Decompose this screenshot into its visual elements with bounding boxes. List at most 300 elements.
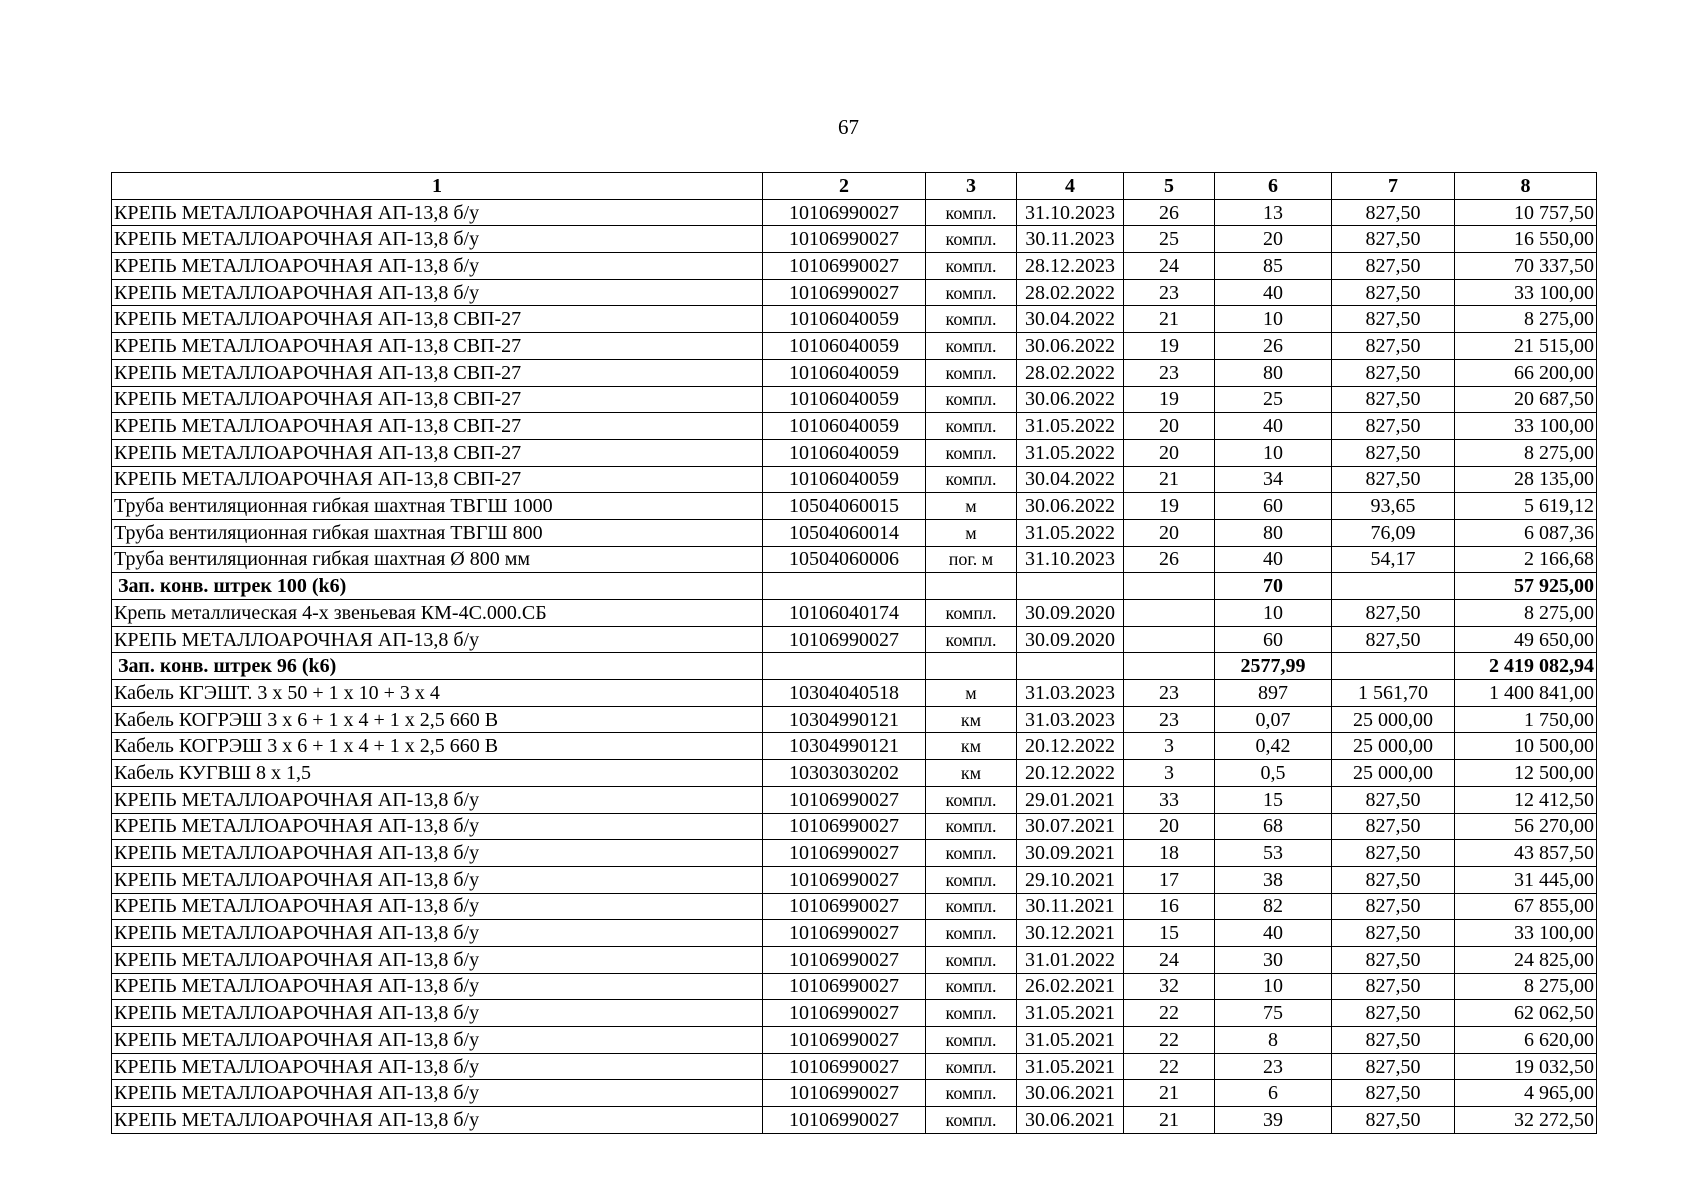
days-cell: 24	[1124, 946, 1215, 973]
item-code-cell: 10106040174	[763, 600, 926, 627]
price-cell: 827,50	[1332, 199, 1455, 226]
quantity-cell: 60	[1215, 626, 1332, 653]
days-cell	[1124, 600, 1215, 627]
days-cell: 20	[1124, 519, 1215, 546]
date-cell: 28.02.2022	[1017, 359, 1124, 386]
unit-cell: км	[926, 733, 1017, 760]
price-cell: 827,50	[1332, 893, 1455, 920]
item-code-cell: 10106990027	[763, 866, 926, 893]
price-cell: 827,50	[1332, 359, 1455, 386]
quantity-cell: 34	[1215, 466, 1332, 493]
item-code-cell: 10304990121	[763, 733, 926, 760]
item-code-cell: 10106990027	[763, 946, 926, 973]
unit-cell: компл.	[926, 1027, 1017, 1054]
item-name-cell: КРЕПЬ МЕТАЛЛОАРОЧНАЯ АП-13,8 СВП-27	[112, 413, 763, 440]
item-code-cell: 10106990027	[763, 1027, 926, 1054]
quantity-cell: 70	[1215, 573, 1332, 600]
item-code-cell: 10106990027	[763, 1000, 926, 1027]
item-name-cell: КРЕПЬ МЕТАЛЛОАРОЧНАЯ АП-13,8 б/у	[112, 626, 763, 653]
price-cell: 827,50	[1332, 813, 1455, 840]
date-cell: 31.05.2021	[1017, 1027, 1124, 1054]
item-name-cell: КРЕПЬ МЕТАЛЛОАРОЧНАЯ АП-13,8 СВП-27	[112, 306, 763, 333]
days-cell: 20	[1124, 439, 1215, 466]
sum-cell: 5 619,12	[1455, 493, 1597, 520]
header-row	[112, 173, 1597, 200]
price-cell: 54,17	[1332, 546, 1455, 573]
unit-cell	[926, 573, 1017, 600]
sum-cell: 33 100,00	[1455, 920, 1597, 947]
date-cell: 20.12.2022	[1017, 733, 1124, 760]
item-code-cell: 10303030202	[763, 760, 926, 787]
item-code-cell: 10106990027	[763, 920, 926, 947]
item-code-cell: 10106040059	[763, 386, 926, 413]
item-name-cell: КРЕПЬ МЕТАЛЛОАРОЧНАЯ АП-13,8 б/у	[112, 813, 763, 840]
page-number: 67	[838, 115, 859, 139]
sum-cell: 56 270,00	[1455, 813, 1597, 840]
quantity-cell: 0,5	[1215, 760, 1332, 787]
item-code-cell: 10504060006	[763, 546, 926, 573]
date-cell: 28.12.2023	[1017, 253, 1124, 280]
column-header: 3	[926, 173, 1017, 200]
unit-cell: компл.	[926, 333, 1017, 360]
table-row	[112, 386, 1597, 413]
item-code-cell: 10106040059	[763, 306, 926, 333]
date-cell: 29.01.2021	[1017, 786, 1124, 813]
price-cell: 827,50	[1332, 1000, 1455, 1027]
table-row	[112, 359, 1597, 386]
sum-cell: 6 087,36	[1455, 519, 1597, 546]
table-row	[112, 413, 1597, 440]
quantity-cell: 13	[1215, 199, 1332, 226]
quantity-cell: 15	[1215, 786, 1332, 813]
table-row	[112, 1053, 1597, 1080]
price-cell: 827,50	[1332, 226, 1455, 253]
table-row	[112, 786, 1597, 813]
sum-cell: 28 135,00	[1455, 466, 1597, 493]
days-cell	[1124, 653, 1215, 680]
table-row	[112, 840, 1597, 867]
unit-cell: компл.	[926, 1053, 1017, 1080]
table-row	[112, 493, 1597, 520]
unit-cell: компл.	[926, 199, 1017, 226]
column-header: 7	[1332, 173, 1455, 200]
column-header: 5	[1124, 173, 1215, 200]
unit-cell: компл.	[926, 626, 1017, 653]
days-cell: 16	[1124, 893, 1215, 920]
item-name-cell: КРЕПЬ МЕТАЛЛОАРОЧНАЯ АП-13,8 СВП-27	[112, 439, 763, 466]
sum-cell: 10 757,50	[1455, 199, 1597, 226]
unit-cell: компл.	[926, 1000, 1017, 1027]
inventory-table	[111, 172, 1597, 1134]
price-cell: 827,50	[1332, 1107, 1455, 1134]
date-cell: 30.06.2022	[1017, 493, 1124, 520]
days-cell: 32	[1124, 973, 1215, 1000]
group-total-row	[112, 653, 1597, 680]
item-name-cell: КРЕПЬ МЕТАЛЛОАРОЧНАЯ АП-13,8 б/у	[112, 1000, 763, 1027]
sum-cell: 33 100,00	[1455, 279, 1597, 306]
item-name-cell: Труба вентиляционная гибкая шахтная ТВГШ 1000	[112, 493, 763, 520]
item-code-cell: 10106040059	[763, 333, 926, 360]
price-cell: 827,50	[1332, 786, 1455, 813]
price-cell: 827,50	[1332, 626, 1455, 653]
group-total-row	[112, 573, 1597, 600]
price-cell: 25 000,00	[1332, 733, 1455, 760]
sum-cell: 8 275,00	[1455, 306, 1597, 333]
date-cell: 31.05.2021	[1017, 1053, 1124, 1080]
item-name-cell: КРЕПЬ МЕТАЛЛОАРОЧНАЯ АП-13,8 б/у	[112, 1080, 763, 1107]
item-name-cell: КРЕПЬ МЕТАЛЛОАРОЧНАЯ АП-13,8 б/у	[112, 866, 763, 893]
quantity-cell: 75	[1215, 1000, 1332, 1027]
table-row	[112, 466, 1597, 493]
unit-cell: км	[926, 760, 1017, 787]
column-header: 6	[1215, 173, 1332, 200]
table-row	[112, 1027, 1597, 1054]
sum-cell: 24 825,00	[1455, 946, 1597, 973]
date-cell: 30.09.2021	[1017, 840, 1124, 867]
quantity-cell: 10	[1215, 306, 1332, 333]
sum-cell: 1 750,00	[1455, 706, 1597, 733]
unit-cell: компл.	[926, 1107, 1017, 1134]
unit-cell: компл.	[926, 386, 1017, 413]
date-cell: 31.10.2023	[1017, 199, 1124, 226]
days-cell: 20	[1124, 413, 1215, 440]
unit-cell: компл.	[926, 840, 1017, 867]
price-cell: 827,50	[1332, 306, 1455, 333]
unit-cell: компл.	[926, 893, 1017, 920]
unit-cell: км	[926, 706, 1017, 733]
item-name-cell: КРЕПЬ МЕТАЛЛОАРОЧНАЯ АП-13,8 б/у	[112, 253, 763, 280]
date-cell: 31.03.2023	[1017, 680, 1124, 707]
item-name-cell: КРЕПЬ МЕТАЛЛОАРОЧНАЯ АП-13,8 б/у	[112, 1027, 763, 1054]
date-cell: 26.02.2021	[1017, 973, 1124, 1000]
sum-cell: 16 550,00	[1455, 226, 1597, 253]
unit-cell: компл.	[926, 973, 1017, 1000]
item-code-cell: 10106990027	[763, 1080, 926, 1107]
days-cell: 33	[1124, 786, 1215, 813]
sum-cell: 2 419 082,94	[1455, 653, 1597, 680]
table-row	[112, 920, 1597, 947]
days-cell: 21	[1124, 1107, 1215, 1134]
item-name-cell: КРЕПЬ МЕТАЛЛОАРОЧНАЯ АП-13,8 СВП-27	[112, 359, 763, 386]
item-name-cell: КРЕПЬ МЕТАЛЛОАРОЧНАЯ АП-13,8 б/у	[112, 226, 763, 253]
date-cell: 31.10.2023	[1017, 546, 1124, 573]
item-code-cell: 10106990027	[763, 973, 926, 1000]
table-row	[112, 760, 1597, 787]
quantity-cell: 20	[1215, 226, 1332, 253]
item-name-cell: КРЕПЬ МЕТАЛЛОАРОЧНАЯ АП-13,8 б/у	[112, 973, 763, 1000]
days-cell: 26	[1124, 199, 1215, 226]
days-cell: 23	[1124, 680, 1215, 707]
item-code-cell	[763, 573, 926, 600]
days-cell: 22	[1124, 1027, 1215, 1054]
table-row	[112, 600, 1597, 627]
table-row	[112, 306, 1597, 333]
days-cell: 21	[1124, 466, 1215, 493]
sum-cell: 43 857,50	[1455, 840, 1597, 867]
table-row	[112, 706, 1597, 733]
price-cell: 827,50	[1332, 946, 1455, 973]
date-cell: 30.06.2021	[1017, 1107, 1124, 1134]
sum-cell: 70 337,50	[1455, 253, 1597, 280]
date-cell: 31.05.2022	[1017, 519, 1124, 546]
table-row	[112, 279, 1597, 306]
date-cell: 30.09.2020	[1017, 626, 1124, 653]
price-cell: 827,50	[1332, 866, 1455, 893]
item-name-cell: КРЕПЬ МЕТАЛЛОАРОЧНАЯ АП-13,8 б/у	[112, 1053, 763, 1080]
unit-cell: компл.	[926, 439, 1017, 466]
unit-cell: м	[926, 519, 1017, 546]
date-cell: 30.06.2021	[1017, 1080, 1124, 1107]
item-code-cell	[763, 653, 926, 680]
days-cell: 22	[1124, 1000, 1215, 1027]
price-cell: 827,50	[1332, 1053, 1455, 1080]
quantity-cell: 10	[1215, 439, 1332, 466]
quantity-cell: 40	[1215, 279, 1332, 306]
days-cell: 15	[1124, 920, 1215, 947]
table-row	[112, 199, 1597, 226]
days-cell: 22	[1124, 1053, 1215, 1080]
price-cell: 827,50	[1332, 600, 1455, 627]
table-row	[112, 893, 1597, 920]
date-cell: 31.05.2022	[1017, 413, 1124, 440]
unit-cell: компл.	[926, 306, 1017, 333]
table-row	[112, 439, 1597, 466]
sum-cell: 57 925,00	[1455, 573, 1597, 600]
quantity-cell: 8	[1215, 1027, 1332, 1054]
item-name-cell: Труба вентиляционная гибкая шахтная ТВГШ 800	[112, 519, 763, 546]
item-code-cell: 10106990027	[763, 626, 926, 653]
sum-cell: 12 500,00	[1455, 760, 1597, 787]
table-row	[112, 1080, 1597, 1107]
table-row	[112, 226, 1597, 253]
item-code-cell: 10106990027	[763, 1107, 926, 1134]
date-cell: 30.12.2021	[1017, 920, 1124, 947]
sum-cell: 8 275,00	[1455, 973, 1597, 1000]
item-code-cell: 10106040059	[763, 466, 926, 493]
item-code-cell: 10304040518	[763, 680, 926, 707]
item-code-cell: 10106990027	[763, 1053, 926, 1080]
date-cell	[1017, 653, 1124, 680]
item-code-cell: 10106990027	[763, 893, 926, 920]
unit-cell	[926, 653, 1017, 680]
quantity-cell: 2577,99	[1215, 653, 1332, 680]
unit-cell: компл.	[926, 413, 1017, 440]
item-code-cell: 10106990027	[763, 813, 926, 840]
date-cell: 28.02.2022	[1017, 279, 1124, 306]
item-code-cell: 10106040059	[763, 439, 926, 466]
unit-cell: м	[926, 493, 1017, 520]
sum-cell: 31 445,00	[1455, 866, 1597, 893]
item-name-cell: КРЕПЬ МЕТАЛЛОАРОЧНАЯ АП-13,8 б/у	[112, 920, 763, 947]
days-cell: 17	[1124, 866, 1215, 893]
price-cell: 827,50	[1332, 1027, 1455, 1054]
date-cell: 30.09.2020	[1017, 600, 1124, 627]
days-cell: 18	[1124, 840, 1215, 867]
item-code-cell: 10106990027	[763, 253, 926, 280]
quantity-cell: 30	[1215, 946, 1332, 973]
date-cell	[1017, 573, 1124, 600]
table-row	[112, 813, 1597, 840]
item-name-cell: КРЕПЬ МЕТАЛЛОАРОЧНАЯ АП-13,8 б/у	[112, 279, 763, 306]
unit-cell: м	[926, 680, 1017, 707]
table-row	[112, 333, 1597, 360]
item-name-cell: КРЕПЬ МЕТАЛЛОАРОЧНАЯ АП-13,8 СВП-27	[112, 333, 763, 360]
date-cell: 29.10.2021	[1017, 866, 1124, 893]
column-header: 8	[1455, 173, 1597, 200]
quantity-cell: 0,07	[1215, 706, 1332, 733]
item-name-cell: КРЕПЬ МЕТАЛЛОАРОЧНАЯ АП-13,8 б/у	[112, 786, 763, 813]
unit-cell: компл.	[926, 600, 1017, 627]
item-name-cell: Кабель КОГРЭШ 3 х 6 + 1 х 4 + 1 х 2,5 660 В	[112, 733, 763, 760]
price-cell: 827,50	[1332, 413, 1455, 440]
item-name-cell: Кабель КУГВШ 8 х 1,5	[112, 760, 763, 787]
sum-cell: 32 272,50	[1455, 1107, 1597, 1134]
quantity-cell: 23	[1215, 1053, 1332, 1080]
table-row	[112, 253, 1597, 280]
table-row	[112, 866, 1597, 893]
item-name-cell: КРЕПЬ МЕТАЛЛОАРОЧНАЯ АП-13,8 СВП-27	[112, 466, 763, 493]
table-row	[112, 733, 1597, 760]
days-cell: 24	[1124, 253, 1215, 280]
item-code-cell: 10106040059	[763, 413, 926, 440]
days-cell	[1124, 626, 1215, 653]
days-cell: 21	[1124, 306, 1215, 333]
unit-cell: компл.	[926, 1080, 1017, 1107]
table-row	[112, 1000, 1597, 1027]
date-cell: 30.04.2022	[1017, 466, 1124, 493]
item-name-cell: КРЕПЬ МЕТАЛЛОАРОЧНАЯ АП-13,8 б/у	[112, 946, 763, 973]
days-cell: 23	[1124, 359, 1215, 386]
unit-cell: компл.	[926, 279, 1017, 306]
item-code-cell: 10106990027	[763, 226, 926, 253]
sum-cell: 66 200,00	[1455, 359, 1597, 386]
date-cell: 20.12.2022	[1017, 760, 1124, 787]
unit-cell: компл.	[926, 813, 1017, 840]
sum-cell: 4 965,00	[1455, 1080, 1597, 1107]
date-cell: 30.06.2022	[1017, 386, 1124, 413]
date-cell: 31.03.2023	[1017, 706, 1124, 733]
table-row	[112, 1107, 1597, 1134]
item-name-cell: КРЕПЬ МЕТАЛЛОАРОЧНАЯ АП-13,8 СВП-27	[112, 386, 763, 413]
item-name-cell: Зап. конв. штрек 96 (k6)	[112, 653, 763, 680]
price-cell: 827,50	[1332, 253, 1455, 280]
price-cell: 25 000,00	[1332, 706, 1455, 733]
sum-cell: 1 400 841,00	[1455, 680, 1597, 707]
column-header: 4	[1017, 173, 1124, 200]
item-code-cell: 10504060014	[763, 519, 926, 546]
item-code-cell: 10106990027	[763, 199, 926, 226]
price-cell: 827,50	[1332, 973, 1455, 1000]
item-code-cell: 10106990027	[763, 786, 926, 813]
quantity-cell: 53	[1215, 840, 1332, 867]
quantity-cell: 25	[1215, 386, 1332, 413]
quantity-cell: 38	[1215, 866, 1332, 893]
price-cell: 93,65	[1332, 493, 1455, 520]
quantity-cell: 85	[1215, 253, 1332, 280]
item-code-cell: 10504060015	[763, 493, 926, 520]
date-cell: 30.04.2022	[1017, 306, 1124, 333]
quantity-cell: 82	[1215, 893, 1332, 920]
table-row	[112, 546, 1597, 573]
table-row	[112, 946, 1597, 973]
price-cell: 827,50	[1332, 1080, 1455, 1107]
sum-cell: 2 166,68	[1455, 546, 1597, 573]
date-cell: 31.01.2022	[1017, 946, 1124, 973]
sum-cell: 67 855,00	[1455, 893, 1597, 920]
price-cell: 1 561,70	[1332, 680, 1455, 707]
unit-cell: компл.	[926, 920, 1017, 947]
quantity-cell: 10	[1215, 973, 1332, 1000]
quantity-cell: 40	[1215, 920, 1332, 947]
sum-cell: 21 515,00	[1455, 333, 1597, 360]
price-cell	[1332, 653, 1455, 680]
sum-cell: 20 687,50	[1455, 386, 1597, 413]
item-code-cell: 10304990121	[763, 706, 926, 733]
date-cell: 30.11.2021	[1017, 893, 1124, 920]
quantity-cell: 897	[1215, 680, 1332, 707]
column-header: 2	[763, 173, 926, 200]
sum-cell: 10 500,00	[1455, 733, 1597, 760]
price-cell: 76,09	[1332, 519, 1455, 546]
days-cell: 19	[1124, 493, 1215, 520]
item-name-cell: Крепь металлическая 4-х звеньевая КМ-4С.000.СБ	[112, 600, 763, 627]
date-cell: 30.07.2021	[1017, 813, 1124, 840]
date-cell: 31.05.2021	[1017, 1000, 1124, 1027]
sum-cell: 6 620,00	[1455, 1027, 1597, 1054]
item-name-cell: КРЕПЬ МЕТАЛЛОАРОЧНАЯ АП-13,8 б/у	[112, 893, 763, 920]
date-cell: 30.11.2023	[1017, 226, 1124, 253]
days-cell: 19	[1124, 386, 1215, 413]
sum-cell: 49 650,00	[1455, 626, 1597, 653]
sum-cell: 33 100,00	[1455, 413, 1597, 440]
sum-cell: 62 062,50	[1455, 1000, 1597, 1027]
price-cell: 827,50	[1332, 466, 1455, 493]
price-cell: 25 000,00	[1332, 760, 1455, 787]
table-row	[112, 973, 1597, 1000]
item-code-cell: 10106040059	[763, 359, 926, 386]
item-name-cell: Кабель КОГРЭШ 3 х 6 + 1 х 4 + 1 х 2,5 660 В	[112, 706, 763, 733]
days-cell: 25	[1124, 226, 1215, 253]
table-body	[112, 199, 1597, 1133]
quantity-cell: 39	[1215, 1107, 1332, 1134]
quantity-cell: 6	[1215, 1080, 1332, 1107]
quantity-cell: 68	[1215, 813, 1332, 840]
price-cell: 827,50	[1332, 333, 1455, 360]
quantity-cell: 80	[1215, 359, 1332, 386]
item-name-cell: Кабель КГЭШТ. 3 х 50 + 1 х 10 + 3 х 4	[112, 680, 763, 707]
quantity-cell: 26	[1215, 333, 1332, 360]
unit-cell: компл.	[926, 946, 1017, 973]
item-name-cell: КРЕПЬ МЕТАЛЛОАРОЧНАЯ АП-13,8 б/у	[112, 1107, 763, 1134]
price-cell: 827,50	[1332, 439, 1455, 466]
column-header: 1	[112, 173, 763, 200]
days-cell: 23	[1124, 706, 1215, 733]
item-code-cell: 10106990027	[763, 840, 926, 867]
sum-cell: 8 275,00	[1455, 600, 1597, 627]
table-row	[112, 519, 1597, 546]
item-name-cell: Труба вентиляционная гибкая шахтная Ø 800 мм	[112, 546, 763, 573]
unit-cell: пог. м	[926, 546, 1017, 573]
days-cell: 23	[1124, 279, 1215, 306]
item-name-cell: КРЕПЬ МЕТАЛЛОАРОЧНАЯ АП-13,8 б/у	[112, 840, 763, 867]
quantity-cell: 10	[1215, 600, 1332, 627]
unit-cell: компл.	[926, 253, 1017, 280]
sum-cell: 8 275,00	[1455, 439, 1597, 466]
unit-cell: компл.	[926, 786, 1017, 813]
item-code-cell: 10106990027	[763, 279, 926, 306]
days-cell: 19	[1124, 333, 1215, 360]
quantity-cell: 0,42	[1215, 733, 1332, 760]
